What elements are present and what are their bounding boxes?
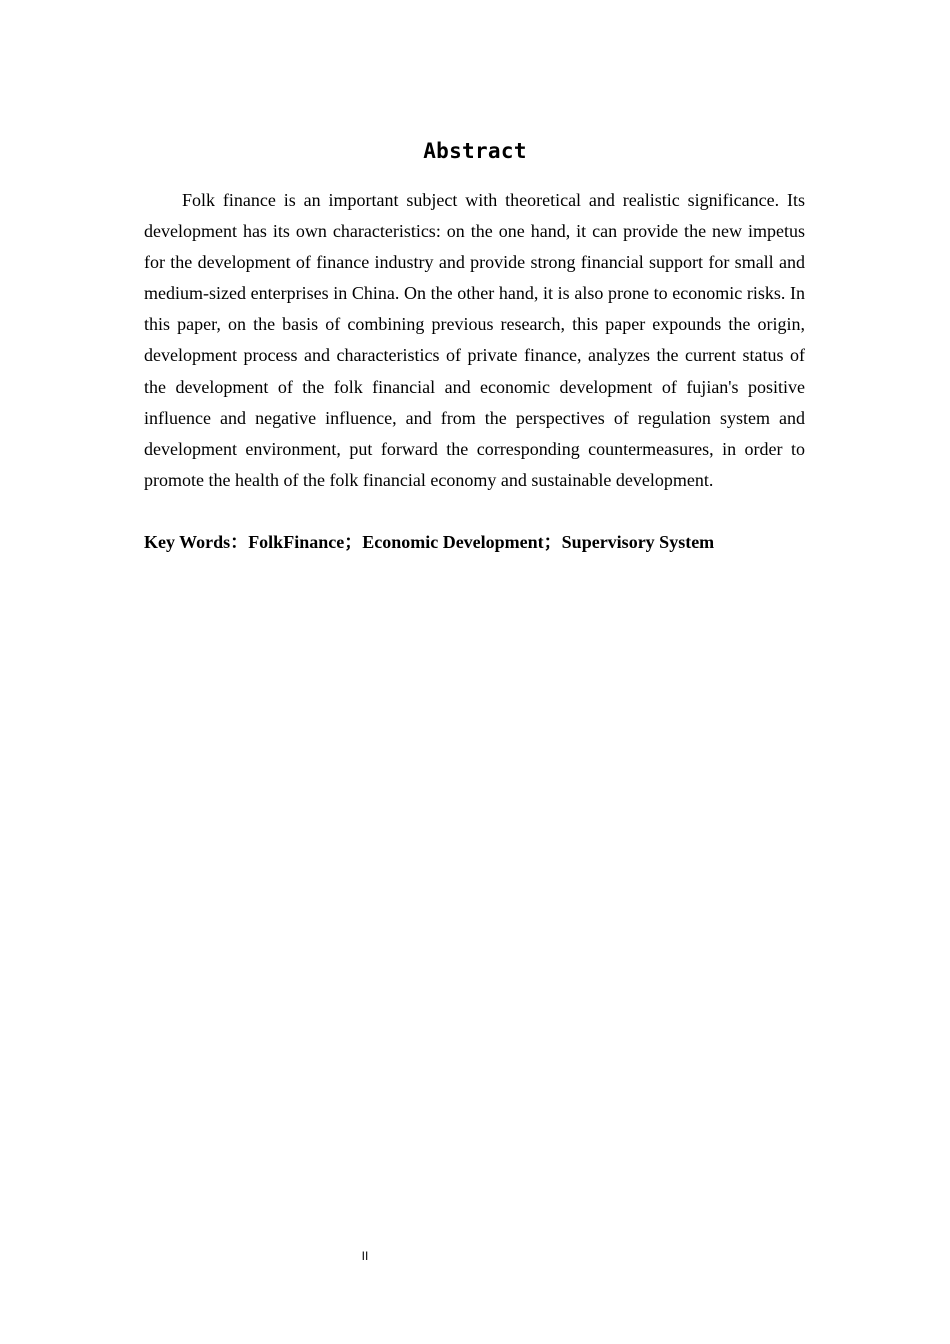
keywords-line xyxy=(144,527,844,558)
abstract-title: Abstract xyxy=(423,139,527,163)
keywords-label: Key Words： xyxy=(144,532,249,552)
keyword-separator: ； xyxy=(344,532,363,552)
keyword-item: Economic Development xyxy=(362,532,544,552)
keyword-separator: ； xyxy=(543,532,562,552)
keyword-item: Supervisory System xyxy=(561,532,715,552)
keyword-item: FolkFinance xyxy=(248,532,345,552)
abstract-paragraph: Folk finance is an important subject with theoretical and realistic significance. Its development has its own characteristics: on the one hand, it can provide the new impetus for the development of finance industry and provide strong financial support for small and medium-sized enterprises in China. On the other hand, it is also prone to economic risks. In this paper, on the basis of combining previous research, this paper expounds the origin, development process and characteristics of private finance, analyzes the current status of the development of the folk financial and economic development of fujian's positive influence and negative influence, and from the perspectives of regulation system and development environment, put forward the corresponding countermeasures, in order to promote the health of the folk financial economy and sustainable development. xyxy=(144,190,805,490)
page-number: II xyxy=(361,1249,369,1263)
